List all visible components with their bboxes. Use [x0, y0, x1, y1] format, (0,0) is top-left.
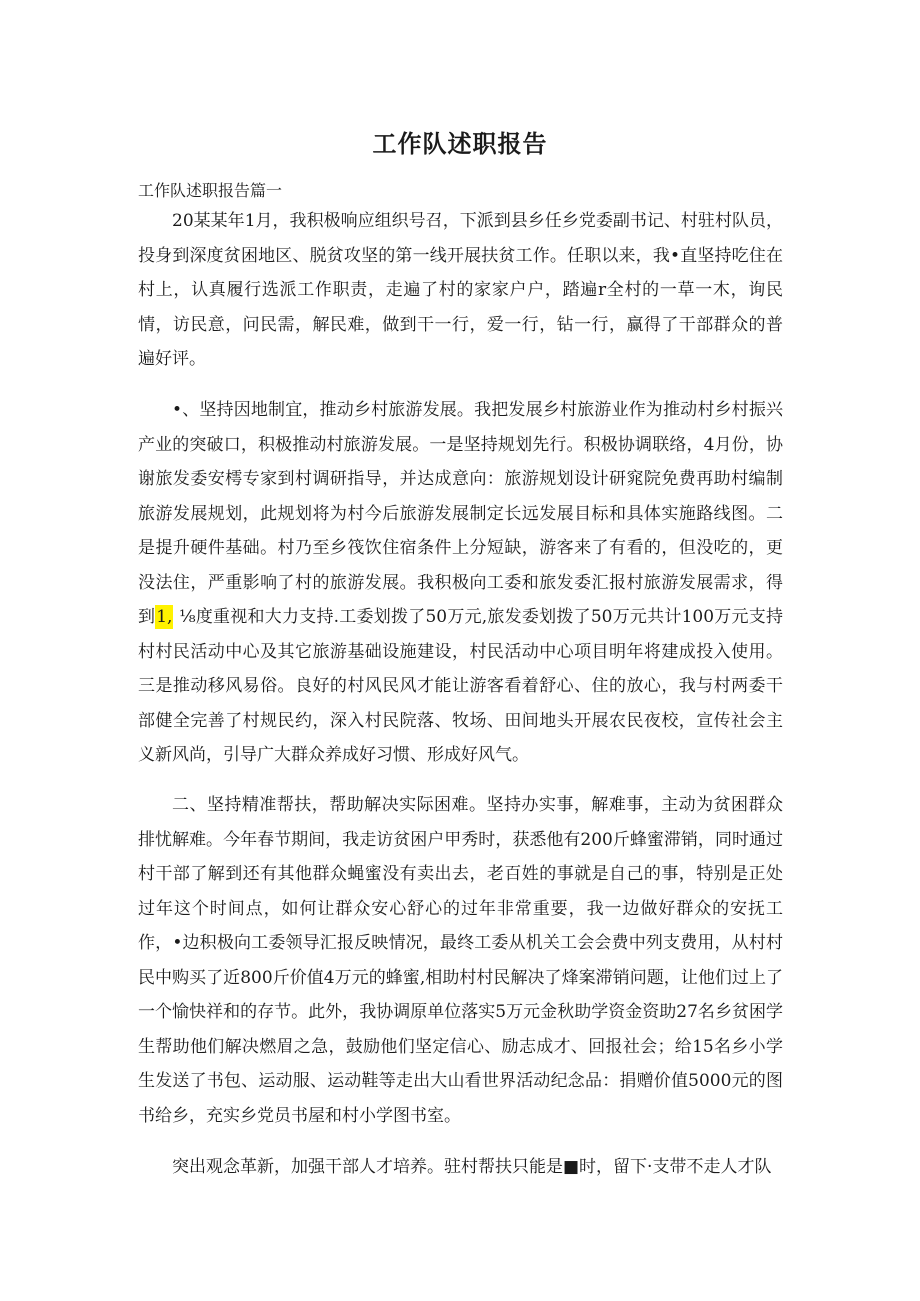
paragraph-tourism [138, 393, 783, 773]
document-subtitle: 工作队述职报告篇一 [138, 181, 283, 200]
document-title: 工作队述职报告 [372, 130, 548, 158]
highlight-mark: 1, [156, 607, 173, 627]
paragraph-poverty-aid: 二、坚持精准帮扶，帮助解决实际困难。坚持办实事，解难事，主动为贫困群众排忧解难。今年春节期间，我走访贫困户甲秀时，获悉他有200斤蜂蜜滞销，同时通过村干部了解到还有其他群众蝇蜜没有卖出去，老百姓的事就是自己的事，特别是正处过年这个时间点，如何让群众安心舒心的过年非常重要，我一边做好群众的安抚工作，•边积极向工委领导汇报反映情况，最终工委从机关工会会费中列支费用，从村村民中购买了近800斤价值4万元的蜂蜜,相助村村民解决了烽案滞销问题，让他们过上了一个愉快祥和的存节。此外，我协调原单位落实5万元金秋助学资金资助27名乡贫困学生帮助他们解决燃眉之急，鼓励他们坚定信心、励志成才、回报社会；给15名乡小学生发送了书包、运动服、运动鞋等走出大山看世界活动纪念品：捐赠价值5000元的图书给乡，充实乡党员书屋和村小学图书室。 [138, 795, 783, 1126]
paragraph-talent: 突出观念革新，加强干部人才培养。驻村帮扶只能是■时，留下·支带不走人才队 [172, 1157, 772, 1177]
paragraph-intro: 20某某年1月，我积极响应组织号召，下派到县乡任乡党委副书记、村驻村队员，投身到深度贫困地区、脱贫攻坚的第一线开展扶贫工作。任职以来，我•直坚持吃住在村上，认真履行选派工作职责，走遍了村的家家户户，踏遍r全村的一草一木，询民情，访民意，问民需，解民难，做到干一行，爱一行，钻一行，赢得了干部群众的普遍好评。 [138, 211, 783, 369]
paragraph-tourism-tail: ⅛度重视和大力支持.工委划拨了50万元,旅发委划拨了50万元共计100万元支持村村民活动中心及其它旅游基础设施建设，村民活动中心项目明年将建成投入使用。三是推动移风易俗。良好的村风民风才能让游客看着舒心、住的放心，我与村两委干部健全完善了村规民约，深入村民院落、牧场、田间地头开展农民夜校，宣传社会主义新风尚，引导广大群众养成好习惯、形成好风气。 [138, 607, 783, 765]
paragraph-tourism-text: •、坚持因地制宜，推动乡村旅游发展。我把发展乡村旅游业作为推动村乡村振兴产业的突破口，积极推动村旅游发展。一是坚持规划先行。积极协调联络，4月份，协谢旅发委安樗专家到村调研指导，并达成意向：旅游规划设计研窕院免费再助村编制旅游发展规划，此规划将为村今后旅游发展制定长远发展目标和具体实施路线图。二是提升硬件基础。村乃至乡筏饮住宿条件上分短缺，游客来了有看的，但没吃的，更没法住，严重影响了村的旅游发展。我积极向工委和旅发委汇报村旅游发展需求，得到 [138, 400, 783, 627]
